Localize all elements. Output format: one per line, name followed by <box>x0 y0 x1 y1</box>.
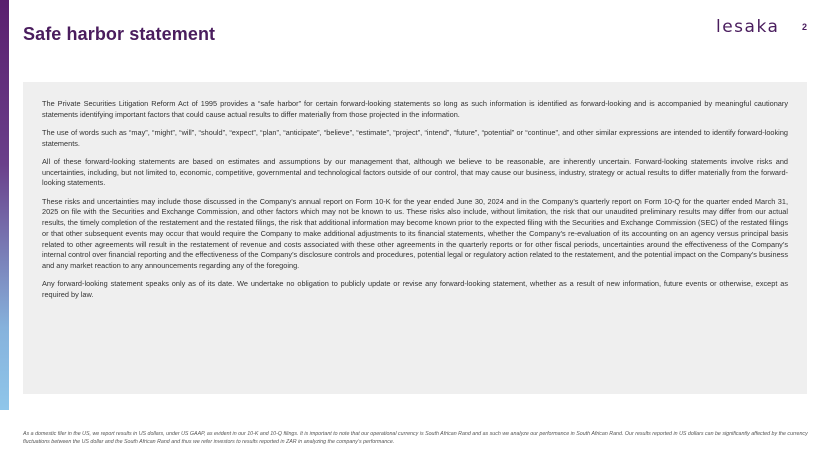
safe-harbor-panel <box>23 82 807 394</box>
left-accent-bar <box>0 0 9 410</box>
lesaka-logo: lesaka <box>716 17 780 37</box>
footer-currency-note: As a domestic filer in the US, we report results in US dollars, under US GAAP, as evident in our 10-K and 10-Q filings. It is important to note that our operational currency is South African Rand and as such we analyze our performance in South African Rand. Our results reported in US dollars can be significantly affected by the currency fluctuations between the US dollar and the South African Rand and thus we refer investors to results reported in ZAR in analyzing the company’s performance. <box>23 431 808 445</box>
page-number: 2 <box>802 22 808 32</box>
paragraph-risks-uncertainties: These risks and uncertainties may include those discussed in the Company’s annual report on Form 10-K for the year ended June 30, 2024 and in the Company’s quarterly report on Form 10-Q for the quarter ended March 31, 2025 on file with the Securities and Exchange Commission, and other factors which may not be known to us. These risks also include, without limitation, the risk that our unaudited preliminary results may differ from our actual results, the timely completion of the restatement and the restated filings, the risk that additional information may become known prior to the expected filing with the Securities and Exchange Commission (SEC) of the restated filings or that other subsequent events may occur that would require the Company to make additional adjustments to its financial statements, whether the Company’s re-evaluation of its accounting on an agency versus principal basis related to other agreements will result in the restatement of revenue and costs associated with these other agreements in the quarterly reports or for other fiscal periods, uncertainties around the effectiveness of the Company’s internal control over financial reporting and the effectiveness of the Company’s disclosure controls and procedures, potential legal or regulatory action related to the restatement, and the potential impact on the Company’s business and any market reaction to any announcements regarding any of the foregoing. <box>42 196 788 270</box>
paragraph-reform-act: The Private Securities Litigation Reform Act of 1995 provides a “safe harbor” for certain forward-looking statements so long as such information is identified as forward-looking and is accompanied by meaningful cautionary statements identifying important factors that could cause actual results to differ materially from those projected in the information. <box>42 99 788 119</box>
paragraph-no-obligation: Any forward-looking statement speaks only as of its date. We undertake no obligation to publicly update or revise any forward-looking statement, whether as a result of new information, future events or otherwise, except as required by law. <box>42 279 788 299</box>
page-title: Safe harbor statement <box>23 24 216 44</box>
paragraph-forward-looking-words: The use of words such as “may”, “might”, “will”, “should”, “expect”, “plan”, “anticipate”, “believe”, “estimate”, “project”, “intend”, “future”, “potential” or “continue”, and other similar expressions are intended to identify forward-looking statements. <box>42 128 788 148</box>
paragraph-estimates-assumptions: All of these forward-looking statements are based on estimates and assumptions by our management that, although we believe to be reasonable, are inherently uncertain. Forward-looking statements involve risks and uncertainties, including, but not limited to, economic, competitive, governmental and technological factors outside of our control, that may cause our business, industry, strategy or actual results to differ materially from the forward-looking statements. <box>42 157 788 188</box>
